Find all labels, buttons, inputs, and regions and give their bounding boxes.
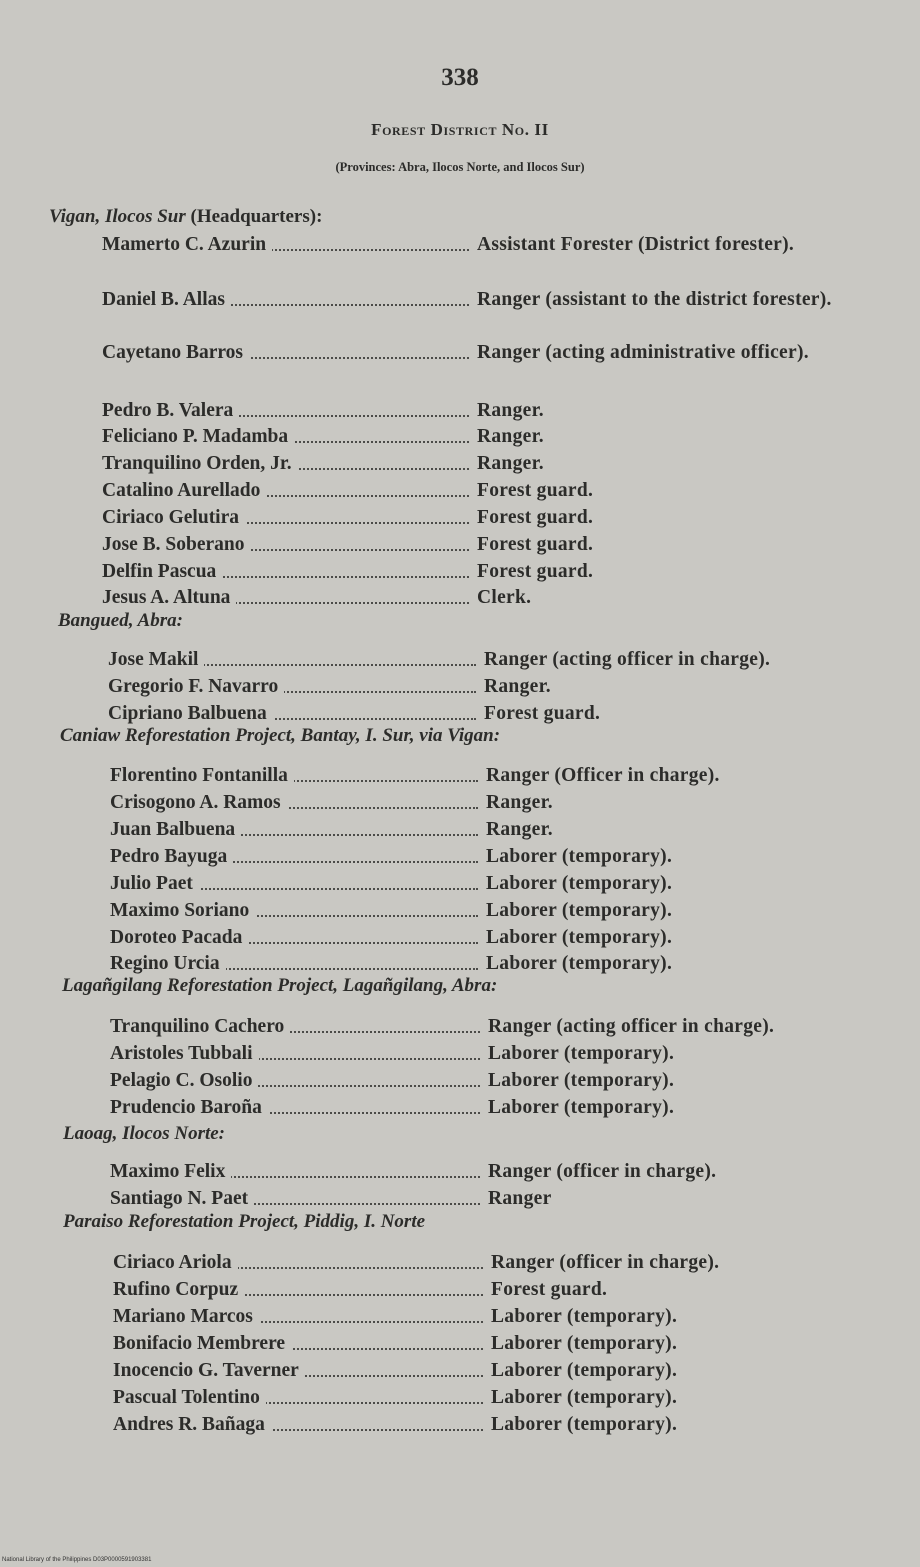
staff-position: Ranger (officer in charge). xyxy=(488,1161,717,1182)
staff-position: Laborer (temporary). xyxy=(491,1360,678,1381)
staff-name: Julio Paet xyxy=(110,871,482,897)
staff-name: Delfin Pascua xyxy=(102,559,473,585)
staff-position: Laborer (temporary). xyxy=(486,873,673,894)
staff-position: Ranger. xyxy=(486,792,553,813)
staff-name: Pelagio C. Osolio xyxy=(110,1068,484,1094)
scan-footer: National Library of the Philippines D03P0000591903381 xyxy=(2,1557,152,1563)
staff-name: Andres R. Bañaga xyxy=(113,1412,487,1438)
staff-name: Doroteo Pacada xyxy=(110,925,482,951)
staff-position: Forest guard. xyxy=(491,1279,608,1300)
staff-position: Ranger. xyxy=(477,453,544,474)
district-title: Forest District No. II xyxy=(371,120,549,139)
staff-position: Laborer (temporary). xyxy=(486,927,673,948)
staff-name: Cayetano Barros xyxy=(102,340,473,366)
staff-name: Jose B. Soberano xyxy=(102,532,473,558)
staff-position: Laborer (temporary). xyxy=(486,953,673,974)
station-location: Vigan, Ilocos Sur xyxy=(49,206,186,227)
staff-position: Ranger (acting officer in charge). xyxy=(484,649,771,670)
staff-position: Forest guard. xyxy=(477,534,594,555)
staff-name: Santiago N. Paet xyxy=(110,1186,484,1212)
staff-name: Ciriaco Gelutira xyxy=(102,505,473,531)
staff-position: Ranger xyxy=(488,1188,552,1209)
staff-name: Cipriano Balbuena xyxy=(108,701,480,727)
staff-position: Ranger. xyxy=(484,676,551,697)
staff-name: Jesus A. Altuna xyxy=(102,585,473,611)
station-heading xyxy=(49,203,322,231)
staff-name: Pedro Bayuga xyxy=(110,844,482,870)
staff-name: Pedro B. Valera xyxy=(102,398,473,424)
staff-position: Ranger (officer in charge). xyxy=(491,1252,720,1273)
staff-position: Laborer (temporary). xyxy=(488,1097,675,1118)
staff-position: Laborer (temporary). xyxy=(486,900,673,921)
staff-position: Laborer (temporary). xyxy=(491,1414,678,1435)
staff-name: Maximo Felix xyxy=(110,1159,484,1185)
staff-name: Tranquilino Orden, Jr. xyxy=(102,451,473,477)
staff-name: Regino Urcia xyxy=(110,951,482,977)
staff-position: Ranger. xyxy=(486,819,553,840)
staff-name: Mamerto C. Azurin xyxy=(102,232,473,258)
station-suffix: (Headquarters): xyxy=(185,206,323,227)
staff-position: Ranger (assistant to the district forester). xyxy=(477,289,832,310)
staff-name: Crisogono A. Ramos xyxy=(110,790,482,816)
staff-position: Laborer (temporary). xyxy=(488,1043,675,1064)
station-location: Lagañgilang Reforestation Project, Lagañgilang, Abra: xyxy=(62,975,498,996)
staff-name: Juan Balbuena xyxy=(110,817,482,843)
staff-name: Tranquilino Cachero xyxy=(110,1014,484,1040)
station-heading xyxy=(63,1120,225,1148)
staff-position: Forest guard. xyxy=(484,703,601,724)
staff-position: Ranger (acting officer in charge). xyxy=(488,1016,775,1037)
staff-name: Rufino Corpuz xyxy=(113,1277,487,1303)
staff-name: Jose Makil xyxy=(108,647,480,673)
staff-position: Laborer (temporary). xyxy=(486,846,673,867)
station-location: Bangued, Abra: xyxy=(58,610,183,631)
page-number: 338 xyxy=(441,64,479,91)
station-heading xyxy=(60,722,500,750)
staff-position: Clerk. xyxy=(477,587,532,608)
station-heading xyxy=(62,972,497,1000)
staff-name: Catalino Aurellado xyxy=(102,478,473,504)
station-location: Caniaw Reforestation Project, Bantay, I. Sur, via Vigan: xyxy=(60,725,501,746)
staff-name: Aristoles Tubbali xyxy=(110,1041,484,1067)
staff-name: Ciriaco Ariola xyxy=(113,1250,487,1276)
staff-position: Ranger (Officer in charge). xyxy=(486,765,720,786)
staff-name: Gregorio F. Navarro xyxy=(108,674,480,700)
staff-position: Forest guard. xyxy=(477,480,594,501)
staff-position: Forest guard. xyxy=(477,561,594,582)
station-location: Laoag, Ilocos Norte: xyxy=(63,1123,226,1144)
staff-position: Ranger. xyxy=(477,400,544,421)
staff-position: Ranger (acting administrative officer). xyxy=(477,342,809,363)
staff-name: Pascual Tolentino xyxy=(113,1385,487,1411)
station-heading xyxy=(63,1208,425,1236)
staff-name: Florentino Fontanilla xyxy=(110,763,482,789)
staff-position: Laborer (temporary). xyxy=(491,1306,678,1327)
staff-name: Mariano Marcos xyxy=(113,1304,487,1330)
staff-position: Laborer (temporary). xyxy=(488,1070,675,1091)
station-heading xyxy=(58,607,183,635)
staff-name: Feliciano P. Madamba xyxy=(102,424,473,450)
staff-name: Prudencio Baroña xyxy=(110,1095,484,1121)
staff-position: Laborer (temporary). xyxy=(491,1333,678,1354)
staff-position: Ranger. xyxy=(477,426,544,447)
staff-name: Daniel B. Allas xyxy=(102,287,473,313)
staff-name: Inocencio G. Taverner xyxy=(113,1358,487,1384)
staff-position: Forest guard. xyxy=(477,507,594,528)
staff-position: Assistant Forester (District forester). xyxy=(477,234,795,255)
staff-position: Laborer (temporary). xyxy=(491,1387,678,1408)
staff-name: Maximo Soriano xyxy=(110,898,482,924)
station-location: Paraiso Reforestation Project, Piddig, I. Norte xyxy=(63,1211,426,1232)
staff-name: Bonifacio Membrere xyxy=(113,1331,487,1357)
provinces-note: (Provinces: Abra, Ilocos Norte, and Ilocos Sur) xyxy=(335,160,585,174)
